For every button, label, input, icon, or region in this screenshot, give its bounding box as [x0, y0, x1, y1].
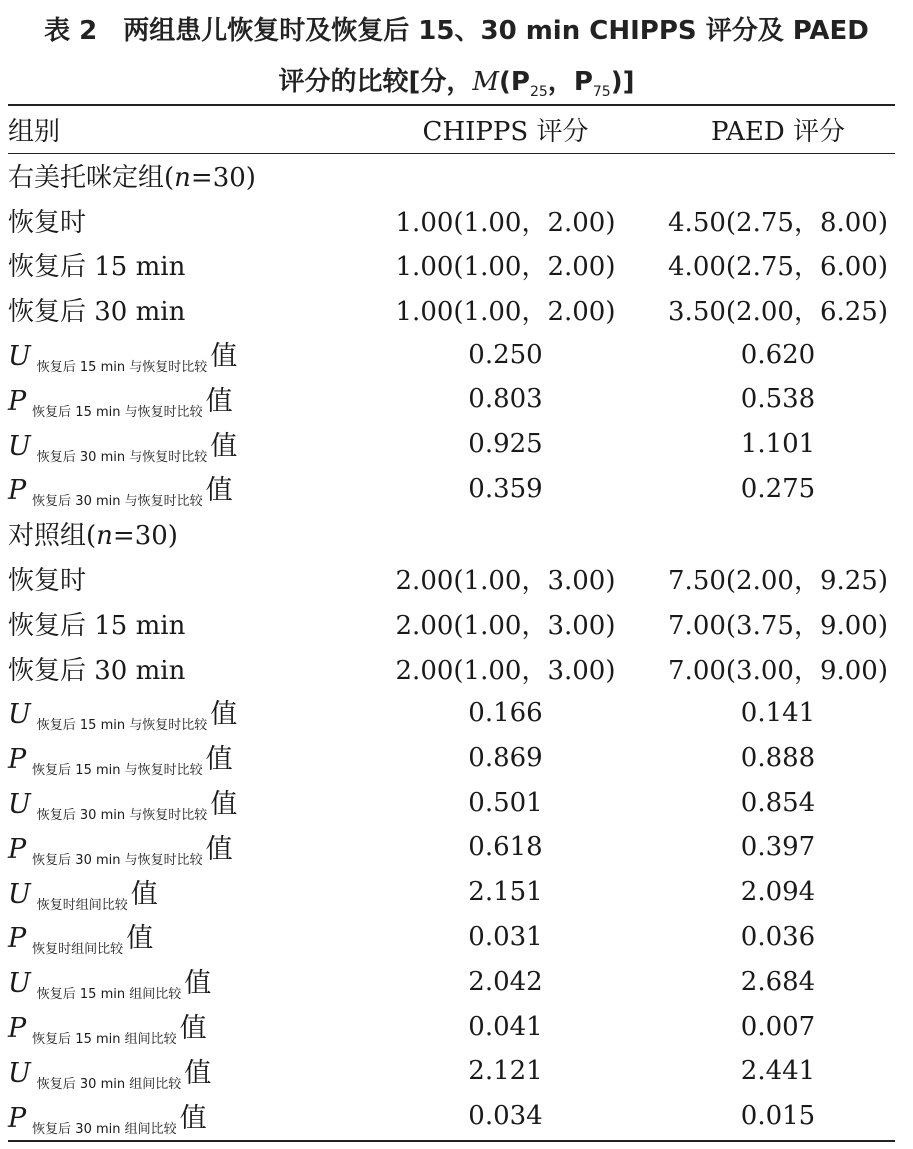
stat-suffix: 值: [210, 789, 238, 821]
header-chipps: CHIPPS 评分: [422, 117, 589, 147]
caption-close: )]: [610, 67, 635, 97]
comparison-table: [8, 106, 895, 1139]
table-bottom-rule: [8, 1140, 895, 1142]
chipps-value: 0.031: [468, 921, 543, 952]
paed-cell: [633, 1004, 895, 1049]
chipps-cell: [378, 1004, 633, 1049]
chipps-cell: [378, 601, 633, 646]
table-row: [8, 287, 895, 332]
stat-subscript: 恢复时组间比较: [36, 897, 128, 913]
stat-subscript: 恢复后 15 min 与恢复时比较: [32, 763, 203, 779]
stat-letter: U: [8, 341, 31, 373]
stat-label: [8, 735, 378, 780]
chipps-cell: [378, 332, 633, 377]
stat-label: [8, 825, 378, 870]
chipps-cell: [378, 691, 633, 736]
chipps-cell: [378, 556, 633, 601]
paed-value: 0.036: [740, 921, 816, 952]
stat-suffix: 值: [126, 923, 154, 955]
paed-cell: [633, 243, 895, 288]
paed-cell: [633, 646, 895, 691]
chipps-value: 0.166: [468, 697, 543, 728]
stat-letter: P: [8, 833, 27, 865]
paed-cell: [633, 870, 895, 915]
paed-cell: [633, 467, 895, 512]
paed-cell: [633, 735, 895, 780]
stat-letter: U: [8, 789, 31, 821]
chipps-value: 2.00(1.00，3.00): [395, 566, 616, 597]
paed-cell: [633, 556, 895, 601]
chipps-cell: [378, 243, 633, 288]
group-name: [8, 153, 378, 198]
chipps-cell: [378, 735, 633, 780]
stat-suffix: 值: [205, 833, 233, 865]
table-row: [8, 556, 895, 601]
chipps-cell: [378, 915, 633, 960]
chipps-value: 0.041: [468, 1011, 543, 1042]
between-stat-row: [8, 870, 895, 915]
stat-label: [8, 377, 378, 422]
paed-value: 3.50(2.00，6.25): [668, 297, 888, 328]
table-row: [8, 243, 895, 288]
stat-label: [8, 1049, 378, 1094]
table-header-row: [8, 106, 895, 153]
stat-label: [8, 959, 378, 1004]
stat-row: [8, 735, 895, 780]
stat-label: [8, 870, 378, 915]
caption-median-symbol: M: [472, 67, 500, 97]
stat-letter: P: [8, 744, 27, 776]
stat-label: [8, 1004, 378, 1049]
paed-cell: [633, 959, 895, 1004]
chipps-value: 2.121: [468, 1056, 543, 1087]
group-n-value: =30): [112, 521, 178, 552]
stat-subscript: 恢复后 15 min 组间比较: [36, 987, 182, 1003]
paed-cell: [633, 287, 895, 332]
between-stat-row: [8, 915, 895, 960]
table-row: [8, 198, 895, 243]
paed-cell: [633, 601, 895, 646]
paed-cell: [633, 1094, 895, 1139]
row-label: 恢复时: [8, 566, 87, 597]
stat-subscript: 恢复后 30 min 与恢复时比较: [32, 852, 203, 868]
stat-suffix: 值: [205, 744, 233, 776]
paed-value: 0.015: [740, 1101, 816, 1132]
stat-suffix: 值: [130, 878, 158, 910]
chipps-value: 2.042: [468, 966, 543, 997]
chipps-cell: [378, 467, 633, 512]
paed-value: 4.00(2.75，6.00): [668, 252, 888, 283]
paed-cell: [633, 780, 895, 825]
stat-subscript: 恢复后 30 min 与恢复时比较: [32, 494, 203, 510]
group-n-label: n: [96, 521, 113, 552]
stat-letter: P: [8, 923, 27, 955]
table-caption-line1: 表 2 两组患儿恢复时及恢复后 15、30 min CHIPPS 评分及 PAED: [44, 16, 869, 46]
chipps-cell: [378, 825, 633, 870]
stat-letter: P: [8, 385, 27, 417]
group-name-prefix: 对照组(: [8, 521, 97, 552]
row-label: 恢复后 30 min: [8, 297, 186, 328]
stat-suffix: 值: [205, 385, 233, 417]
chipps-cell: [378, 959, 633, 1004]
header-paed: PAED 评分: [711, 117, 845, 147]
group-n-label: n: [174, 162, 191, 193]
paed-value: 0.141: [740, 697, 816, 728]
chipps-cell: [378, 646, 633, 691]
stat-subscript: 恢复后 30 min 组间比较: [36, 1076, 182, 1092]
stat-subscript: 恢复后 15 min 与恢复时比较: [36, 360, 208, 376]
stat-label: [8, 467, 378, 512]
chipps-value: 0.618: [468, 832, 543, 863]
between-stat-row: [8, 1004, 895, 1049]
paed-value: 1.101: [740, 429, 816, 460]
group-header-row: [8, 511, 895, 556]
chipps-value: 1.00(1.00，2.00): [395, 252, 616, 283]
stat-label: [8, 915, 378, 960]
paed-cell: [633, 422, 895, 467]
stat-label: [8, 1094, 378, 1139]
chipps-cell: [378, 780, 633, 825]
between-stat-row: [8, 1094, 895, 1139]
group-n-value: =30): [190, 162, 256, 193]
group-name: [8, 511, 378, 556]
stat-row: [8, 332, 895, 377]
chipps-value: 0.250: [468, 339, 543, 370]
stat-subscript: 恢复后 15 min 与恢复时比较: [32, 404, 203, 420]
stat-suffix: 值: [184, 968, 212, 1000]
stat-label: [8, 332, 378, 377]
paed-value: 0.275: [740, 473, 816, 504]
stat-letter: U: [8, 878, 31, 910]
chipps-value: 1.00(1.00，2.00): [395, 207, 616, 238]
stat-row: [8, 377, 895, 422]
paed-value: 2.094: [740, 877, 816, 908]
stat-suffix: 值: [205, 475, 233, 507]
stat-letter: U: [8, 430, 31, 462]
stat-subscript: 恢复后 15 min 与恢复时比较: [36, 718, 208, 734]
caption-prefix: 评分的比较[分，: [278, 67, 473, 97]
chipps-cell: [378, 287, 633, 332]
stat-suffix: 值: [184, 1057, 212, 1089]
group-name-prefix: 右美托咪定组(: [8, 162, 175, 193]
paed-cell: [633, 332, 895, 377]
stat-subscript: 恢复后 30 min 与恢复时比较: [36, 808, 208, 824]
paed-value: 4.50(2.75，8.00): [668, 207, 888, 238]
paed-value: 2.684: [740, 966, 816, 997]
row-label: 恢复后 15 min: [8, 610, 186, 641]
paed-value: 0.397: [740, 832, 816, 863]
paed-value: 7.50(2.00，9.25): [668, 566, 888, 597]
chipps-value: 0.034: [468, 1101, 543, 1132]
paed-cell: [633, 915, 895, 960]
chipps-value: 1.00(1.00，2.00): [395, 297, 616, 328]
stat-suffix: 值: [210, 699, 238, 731]
chipps-cell: [378, 870, 633, 915]
stat-row: [8, 691, 895, 736]
stat-label: [8, 422, 378, 467]
row-label: 恢复后 15 min: [8, 252, 186, 283]
paed-cell: [633, 691, 895, 736]
chipps-cell: [378, 377, 633, 422]
paed-value: 0.007: [740, 1011, 816, 1042]
chipps-value: 2.00(1.00，3.00): [395, 655, 616, 686]
paed-cell: [633, 377, 895, 422]
stat-row: [8, 422, 895, 467]
header-group: 组别: [8, 117, 61, 147]
chipps-value: 2.00(1.00，3.00): [395, 610, 616, 641]
chipps-cell: [378, 1094, 633, 1139]
stat-label: [8, 780, 378, 825]
stat-letter: U: [8, 699, 31, 731]
paed-value: 0.538: [740, 384, 816, 415]
between-stat-row: [8, 1049, 895, 1094]
stat-row: [8, 780, 895, 825]
caption-p25: 25: [529, 84, 548, 101]
stat-letter: P: [8, 1013, 27, 1045]
paed-cell: [633, 825, 895, 870]
stat-row: [8, 467, 895, 512]
stat-subscript: 恢复后 30 min 组间比较: [32, 1121, 177, 1137]
stat-suffix: 值: [210, 341, 238, 373]
chipps-value: 0.869: [468, 742, 543, 773]
table-row: [8, 601, 895, 646]
caption-comma: ，P: [547, 67, 593, 97]
paed-value: 7.00(3.00，9.00): [668, 655, 888, 686]
stat-subscript: 恢复时组间比较: [32, 942, 124, 958]
stat-suffix: 值: [179, 1013, 207, 1045]
row-label: 恢复后 30 min: [8, 655, 186, 686]
stat-subscript: 恢复后 30 min 与恢复时比较: [36, 449, 208, 465]
chipps-value: 0.501: [468, 787, 543, 818]
paed-value: 0.854: [740, 787, 816, 818]
chipps-value: 0.359: [468, 473, 543, 504]
table-caption-line2: [0, 61, 913, 100]
paed-value: 2.441: [740, 1056, 816, 1087]
stat-label: [8, 691, 378, 736]
stat-letter: P: [8, 1102, 27, 1134]
group-header-row: [8, 153, 895, 198]
stat-suffix: 值: [179, 1102, 207, 1134]
stat-letter: P: [8, 475, 27, 507]
chipps-value: 0.925: [468, 429, 543, 460]
chipps-value: 2.151: [468, 877, 543, 908]
chipps-cell: [378, 1049, 633, 1094]
caption-open: (P: [499, 67, 530, 97]
stat-letter: U: [8, 968, 31, 1000]
stat-suffix: 值: [210, 430, 238, 462]
row-label: 恢复时: [8, 207, 87, 238]
stat-subscript: 恢复后 15 min 组间比较: [32, 1032, 177, 1048]
paed-value: 0.888: [740, 742, 816, 773]
paed-value: 7.00(3.75，9.00): [668, 610, 888, 641]
between-stat-row: [8, 959, 895, 1004]
stat-row: [8, 825, 895, 870]
chipps-cell: [378, 198, 633, 243]
chipps-value: 0.803: [468, 384, 543, 415]
stat-letter: U: [8, 1057, 31, 1089]
paed-cell: [633, 198, 895, 243]
caption-p75: 75: [592, 84, 611, 101]
paed-cell: [633, 1049, 895, 1094]
table-row: [8, 646, 895, 691]
chipps-cell: [378, 422, 633, 467]
paed-value: 0.620: [740, 339, 816, 370]
